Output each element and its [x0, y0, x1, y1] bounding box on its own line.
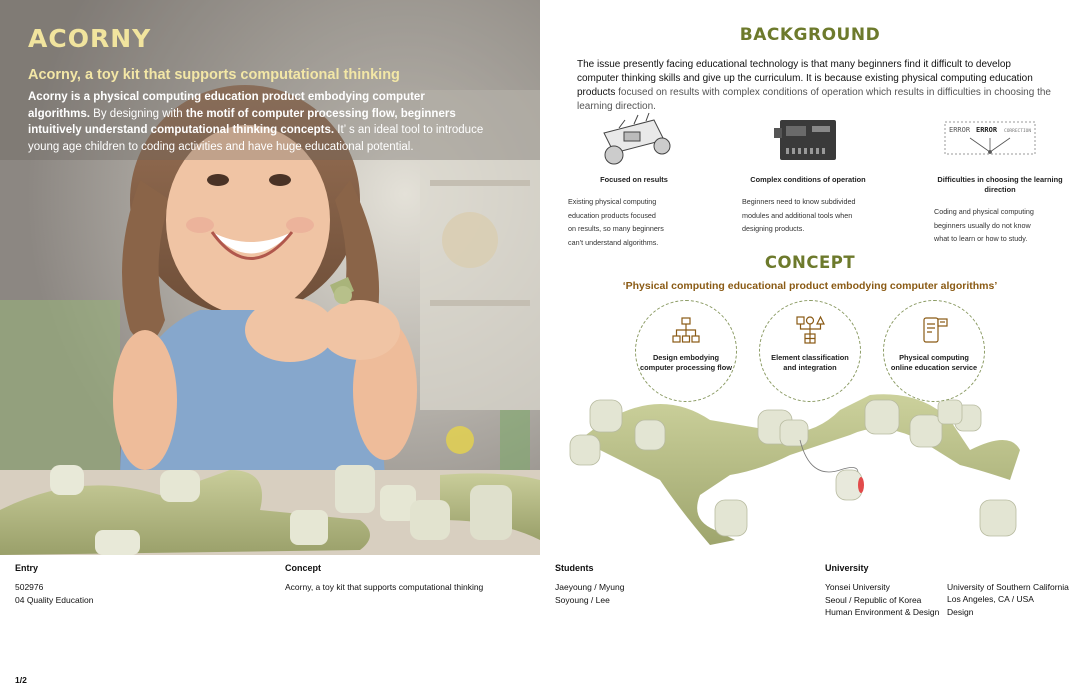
intro-text-1: By designing with: [89, 107, 186, 120]
hero-text-block: [28, 24, 488, 155]
intro-bold-2: the motif of computer processing flow, beginners intuitively understand computational thinking concepts.: [28, 107, 456, 136]
hero-panel: [0, 0, 540, 555]
problem-title: Complex conditions of operation: [750, 175, 866, 184]
footer-line: 502976: [15, 581, 44, 592]
desc-line: designing products.: [742, 224, 805, 233]
hero-intro: [28, 89, 488, 155]
concept-circle-label: Element classification and integration: [771, 353, 849, 372]
concept-subtitle: ‘Physical computing educational product embodying computer algorithms’: [622, 280, 998, 292]
footer-concept: [285, 562, 483, 594]
problem-focused-on-results: [564, 108, 704, 249]
footer-line: Los Angeles, CA / USA: [947, 594, 1034, 605]
footer-line: University of Southern California: [947, 581, 1069, 592]
circuit-board-icon: [738, 108, 878, 170]
problem-desc: [930, 205, 1070, 246]
error-label: ERROR: [976, 126, 998, 134]
info-panel: [540, 0, 1080, 555]
modules-icon: [795, 315, 825, 345]
problem-desc: [738, 195, 878, 236]
problem-desc: [564, 195, 704, 249]
concept-circle-label: Physical computing online education service: [890, 353, 978, 372]
page-number: 1/2: [15, 675, 27, 685]
footer-line: 04 Quality Education: [15, 594, 94, 605]
footer-line: Acorny, a toy kit that supports computational thinking: [285, 581, 484, 592]
footer-line: Soyoung / Lee: [555, 594, 610, 605]
problem-complex-conditions: [738, 108, 878, 236]
footer-university-2: [947, 581, 1069, 619]
problem-title: Focused on results: [600, 175, 668, 184]
footer-heading: Entry: [15, 563, 39, 573]
background-title: BACKGROUND: [739, 25, 881, 45]
desc-line: Coding and physical computing: [934, 207, 1034, 216]
footer-line: Seoul / Republic of Korea: [825, 594, 922, 605]
robot-car-icon: [564, 108, 704, 170]
concept-circle-flow: [635, 300, 737, 402]
problem-learning-direction: [930, 108, 1070, 246]
intro-bold-1: Acorny is a physical computing education product embodying computer algorithms.: [28, 91, 425, 120]
footer-heading: Concept: [285, 563, 321, 573]
error-label: ERROR: [949, 126, 971, 134]
background-text-main: The issue presently facing educational technology is that many beginners find it difficult to develop computer thinking skills and give up the curriculum. It is because existing physical computing education products: [577, 59, 1033, 98]
footer-entry: [15, 562, 93, 606]
flowchart-icon: [671, 315, 701, 345]
desc-line: Existing physical computing: [568, 197, 657, 206]
footer: [0, 555, 1080, 688]
footer-heading: Students: [555, 563, 594, 573]
desc-line: education products focused: [568, 210, 656, 220]
error-choice-icon: [930, 108, 1070, 170]
concept-circle-label: Design embodying computer processing flow: [640, 353, 732, 372]
brand-title: ACORNY: [28, 24, 152, 53]
desc-line: modules and additional tools when: [742, 210, 853, 220]
footer-line: Yonsei University: [825, 581, 890, 592]
phone-icon: [919, 315, 949, 345]
footer-line: Design: [947, 607, 974, 618]
background-text-gray: focused on results with complex conditions of operation which results in difficulties in choosing the learning direction.: [577, 87, 1051, 112]
concept-title: CONCEPT: [764, 253, 856, 272]
footer-heading: University: [825, 563, 869, 573]
hero-tagline: Acorny, a toy kit that supports computational thinking: [28, 67, 400, 83]
footer-line: Jaeyoung / Myung: [555, 581, 625, 592]
footer-students: [555, 562, 624, 606]
background-text: [577, 58, 1052, 114]
concept-circle-elements: [759, 300, 861, 402]
problem-title: Difficulties in choosing the learning direction: [937, 175, 1063, 194]
desc-line: beginners usually do not know: [934, 220, 1031, 230]
footer-university: [825, 562, 939, 619]
footer-line: Human Environment & Design: [825, 607, 940, 618]
desc-line: on results, so many beginners: [568, 224, 664, 233]
desc-line: what to learn or how to study.: [934, 234, 1028, 243]
correction-label: CORRECTION: [1004, 129, 1032, 134]
desc-line: can’t understand algorithms.: [568, 237, 659, 247]
desc-line: Beginners need to know subdivided: [742, 197, 856, 206]
intro-text-2: It’ s an ideal tool to introduce young age children to coding activities and have huge educational potential.: [28, 124, 484, 153]
concept-circle-online: [883, 300, 985, 402]
